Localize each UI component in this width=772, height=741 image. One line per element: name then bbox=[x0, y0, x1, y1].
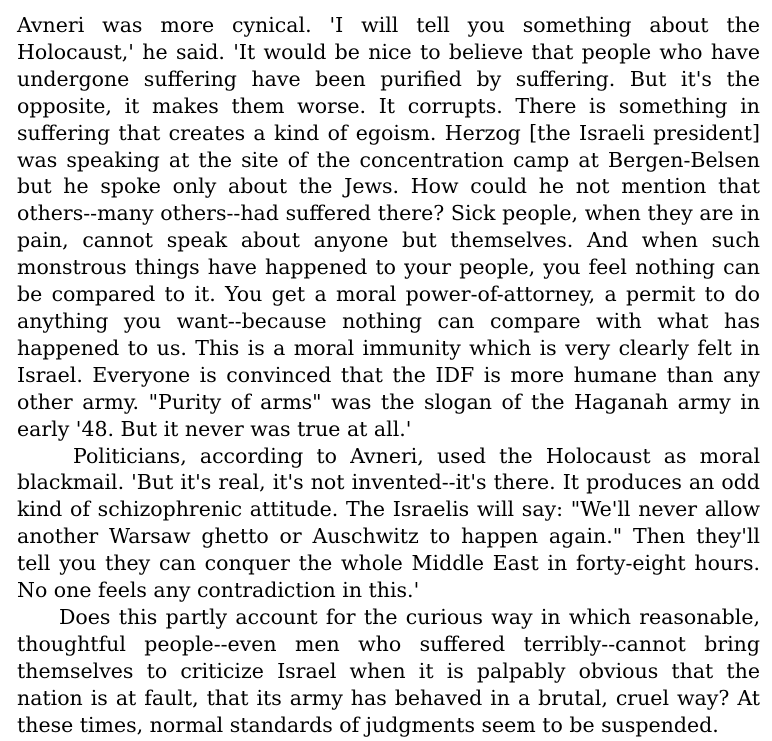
paragraph-politicians-blackmail: Politicians, according to Avneri, used the Holocaust as moral blackmail. 'But it's real, it's not invented--it's there. It produces an odd kind of schizophrenic attitude. The Israelis will say: "We'll never allow another Warsaw ghetto or Auschwitz to happen again." Then they'll tell you they can conquer the whole Middle East in forty-eight hours. No one feels any contradiction in this.' bbox=[17, 443, 760, 603]
paragraph-avneri-cynical: Avneri was more cynical. 'I will tell you something about the Holocaust,' he said. 'It would be nice to believe that people who have undergone suffering have been purified by suffering. But it's the opposite, it makes them worse. It corrupts. There is something in suffering that creates a kind of egoism. Herzog [the Israeli president] was speaking at the site of the concentration camp at Bergen-Belsen but he spoke only about the Jews. How could he not mention that others--many others--had suffered there? Sick people, when they are in pain, cannot speak about anyone but themselves. And when such monstrous things have happened to your people, you feel nothing can be compared to it. You get a moral power-of-attorney, a permit to do anything you want--because nothing can compare with what has happened to us. This is a moral immunity which is very clearly felt in Israel. Everyone is convinced that the IDF is more humane than any other army. "Purity of arms" was the slogan of the Haganah army in early '48. But it never was true at all.' bbox=[17, 13, 760, 441]
paragraph-reasonable-people: Does this partly account for the curious way in which reasonable, thoughtful people--even men who suffered terribly--cannot bring themselves to criticize Israel when it is palpably obvious that the nation is at fault, that its army has behaved in a brutal, cruel way? At these times, normal standards of judgments seem to be suspended. bbox=[17, 604, 760, 737]
document-page bbox=[17, 12, 760, 738]
